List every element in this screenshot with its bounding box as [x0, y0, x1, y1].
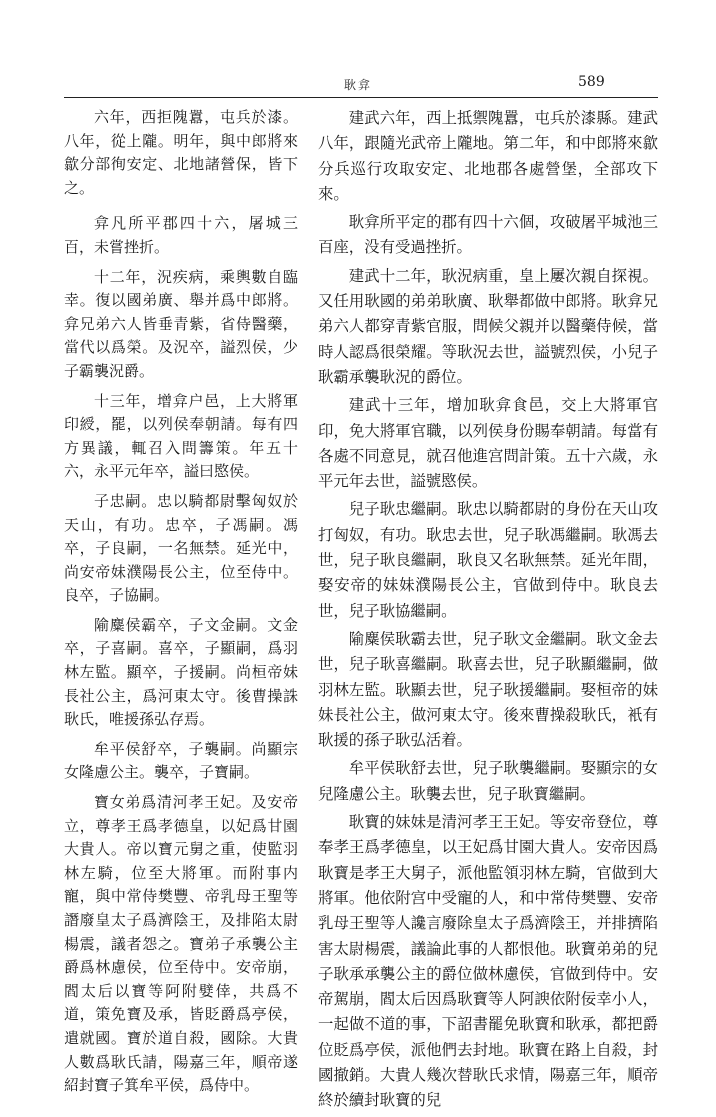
classical-paragraph: 六年，西拒隗囂，屯兵於漆。八年，從上隴。明年，與中郎將來歙分部徇安定、北地諸營保，皆下之。 [64, 108, 298, 197]
translation-paragraph: 耿寶的妹妹是清河孝王王妃。等安帝登位，尊奉孝王爲孝德皇，以王妃爲甘園大貴人。安帝因爲耿寶是孝王大舅子，派他監領羽林左騎，官做到大將軍。他依附宫中受寵的人，和中常侍樊豐、安帝乳母王聖等人讒言廢除皇太子爲濟陰王，并排擠陷害太尉楊震，議論此事的人都恨他。耿寶弟弟的兒子耿承承襲公主的爵位做林慮侯，官做到侍中。安帝駕崩，閻太后因爲耿寶等人阿諛依附佞幸小人，一起做不道的事，下詔書罷免耿寶和耿承，都把爵位貶爲亭侯，派他們去封地。耿寶在路上自殺，封國撤銷。大貴人幾次替耿氏求情，陽嘉三年，順帝終於續封耿寶的兒 [318, 813, 658, 1110]
classical-paragraph: 十三年，增弇户邑，上大將軍印綬，罷，以列侯奉朝請。每有四方異議，輒召入問籌策。年五十六，永平元年卒，謚曰愍侯。 [64, 391, 298, 481]
classical-paragraph: 十二年，況疾病，乘輿數自臨幸。復以國弟廣、舉并爲中郎將。弇兄弟六人皆垂青紫，省侍醫藥，當代以爲榮。及況卒，謚烈侯，少子霸襲況爵。 [64, 267, 298, 380]
classical-text-column [64, 106, 298, 1104]
classical-paragraph: 隃麋侯霸卒，子文金嗣。文金卒，子喜嗣。喜卒，子顯嗣，爲羽林左監。顯卒，子援嗣。尚桓帝妹長社公主，爲河東太守。後曹操誅耿氏，唯援孫弘存焉。 [64, 615, 298, 729]
translation-paragraph: 耿弇所平定的郡有四十六個，攻破屠平城池三百座，没有受過挫折。 [318, 213, 658, 257]
classical-paragraph: 寶女弟爲清河孝王妃。及安帝立，尊孝王爲孝德皇，以妃爲甘園大貴人。帝以寶元舅之重，使監羽林左騎，位至大將軍。而附事内寵，與中常侍樊豐、帝乳母王聖等譖廢皇太子爲濟陰王，及排陷太尉楊震，議者怨之。寶弟子承襲公主爵爲林慮侯，位至侍中。安帝崩，閻太后以寶等阿附嬖倖，共爲不道，策免寶及承，皆貶爵爲亭侯，遣就國。寶於道自殺，國除。大貴人數爲耿氏請，陽嘉三年，順帝遂紹封寶子箕牟平侯，爲侍中。 [64, 793, 298, 1095]
translation-paragraph: 隃麋侯耿霸去世，兒子耿文金繼嗣。耿文金去世，兒子耿喜繼嗣。耿喜去世，兒子耿顯繼嗣，做羽林左監。耿顯去世，兒子耿援繼嗣。娶桓帝的妹妹長社公主，做河東太守。後來曹操殺耿氏，衹有耿援的孫子耿弘活着。 [318, 629, 658, 750]
page-number: 589 [578, 74, 605, 90]
translation-paragraph: 建武十二年，耿況病重，皇上屢次親自探視。又任用耿國的弟弟耿廣、耿舉都做中郎將。耿弇兄弟六人都穿青紫官服，問候父親并以醫藥侍候，當時人認爲很榮耀。等耿況去世，謚號烈侯，小兒子耿霸承襲耿況的爵位。 [318, 266, 658, 386]
translation-paragraph: 牟平侯耿舒去世，兒子耿襲繼嗣。娶顯宗的女兒隆慮公主。耿襲去世，兒子耿寶繼嗣。 [318, 759, 658, 803]
classical-paragraph: 弇凡所平郡四十六，屠城三百，未嘗挫折。 [64, 214, 298, 256]
header-rule [64, 97, 658, 98]
translation-paragraph: 建武十三年，增加耿弇食邑，交上大將軍官印，免大將軍官職，以列侯身份賜奉朝請。每當有各處不同意見，就召他進宫問計策。五十六歲，永平元年去世，謚號愍侯。 [318, 396, 658, 491]
translation-paragraph: 建武六年，西上抵禦隗囂，屯兵於漆縣。建武八年，跟隨光武帝上隴地。第二年，和中郎將來歙分兵巡行攻取安定、北地郡各處營堡，全部攻下來。 [318, 109, 658, 203]
translation-column [318, 106, 658, 1117]
classical-paragraph: 牟平侯舒卒，子襲嗣。尚顯宗女隆慮公主。襲卒，子寶嗣。 [64, 739, 298, 782]
running-header-title: 耿弇 [343, 78, 372, 92]
translation-paragraph: 兒子耿忠繼嗣。耿忠以騎都尉的身份在天山攻打匈奴，有功。耿忠去世，兒子耿馮繼嗣。耿馮去世，兒子耿良繼嗣，耿良又名耿無禁。延光年間，娶安帝的妹妹濮陽長公主，官做到侍中。耿良去世，兒子耿協繼嗣。 [318, 500, 658, 620]
classical-paragraph: 子忠嗣。忠以騎都尉擊匈奴於天山，有功。忠卒，子馮嗣。馮卒，子良嗣，一名無禁。延光中，尚安帝妹濮陽長公主，位至侍中。良卒，子協嗣。 [64, 491, 298, 605]
